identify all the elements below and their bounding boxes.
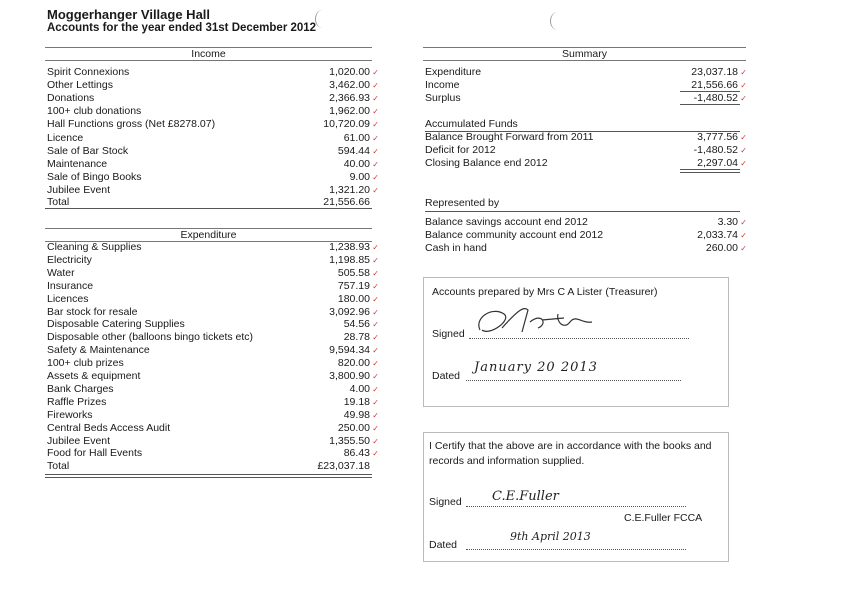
expenditure-label: Disposable Catering Supplies (47, 318, 185, 331)
income-row (47, 157, 379, 171)
check-mark-icon: ✓ (740, 218, 747, 227)
expenditure-label: Central Beds Access Audit (47, 421, 171, 434)
expenditure-amount: 505.58 (337, 266, 370, 279)
income-row (47, 144, 379, 158)
check-mark-icon: ✓ (740, 244, 747, 253)
auditor-signature: C.E.Fuller (492, 489, 559, 504)
expenditure-total-row (47, 460, 370, 473)
check-mark-icon: ✓ (372, 146, 379, 156)
check-mark-icon: ✓ (740, 81, 747, 90)
income-label: Jubilee Event (47, 183, 111, 196)
funds-amount: 3,777.56 (697, 131, 738, 143)
represented-amount: 2,033.74 (697, 229, 738, 241)
expenditure-amount: 28.78 (343, 331, 370, 344)
income-amount: 2,366.93 (329, 92, 370, 105)
expenditure-label: Raffle Prizes (47, 395, 107, 408)
accumulated-funds-heading (425, 118, 625, 131)
expenditure-label: Bar stock for resale (47, 305, 138, 318)
represented-row (425, 229, 747, 242)
check-mark-icon: ✓ (372, 372, 379, 381)
check-mark-icon: ✓ (740, 146, 747, 155)
income-label: 100+ club donations (47, 105, 142, 118)
summary-heading: Summary (423, 47, 746, 61)
expenditure-amount: 250.00 (337, 421, 370, 434)
represented-amount: 3.30 (717, 216, 738, 228)
check-mark-icon: ✓ (372, 68, 379, 77)
expenditure-amount: 1,355.50 (329, 434, 370, 447)
expenditure-label: Safety & Maintenance (47, 344, 150, 357)
expenditure-row (47, 318, 379, 331)
auditor-signature-line (466, 506, 686, 507)
income-amount: 3,462.00 (329, 79, 370, 92)
summary-row (425, 66, 747, 79)
expenditure-label: Disposable other (balloons bingo tickets etc) (47, 331, 254, 344)
expenditure-amount: 757.19 (337, 279, 370, 292)
income-label: Licence (47, 131, 84, 144)
check-mark-icon: ✓ (372, 436, 379, 446)
check-mark-icon: ✓ (372, 268, 379, 278)
check-mark-icon: ✓ (372, 423, 379, 433)
income-row (47, 92, 379, 105)
funds-amount: 2,297.04 (697, 157, 738, 169)
income-row (47, 79, 379, 92)
expenditure-label: Cleaning & Supplies (47, 241, 142, 253)
expenditure-amount: 86.43 (343, 447, 370, 460)
treasurer-date-line (466, 380, 681, 381)
expenditure-row (47, 370, 379, 383)
expenditure-label: Licences (47, 292, 89, 305)
expenditure-amount: 820.00 (337, 357, 370, 370)
check-mark-icon: ✓ (372, 384, 379, 394)
check-mark-icon: ✓ (372, 346, 379, 356)
summary-amount: 23,037.18 (691, 66, 738, 78)
expenditure-label: Electricity (47, 253, 92, 266)
expenditure-row (47, 305, 379, 319)
income-amount: 10,720.09 (323, 118, 370, 131)
check-mark-icon: ✓ (372, 243, 379, 252)
income-amount: 1,962.00 (329, 105, 370, 118)
check-mark-icon: ✓ (372, 107, 379, 117)
income-amount: 61.00 (343, 131, 370, 144)
check-mark-icon: ✓ (740, 68, 747, 77)
income-label: Other Lettings (47, 79, 113, 92)
expenditure-label: Water (47, 266, 75, 279)
expenditure-label: Assets & equipment (47, 370, 141, 382)
expenditure-label: Insurance (47, 279, 94, 292)
income-amount: 9.00 (349, 170, 370, 183)
document-title: Moggerhanger Village Hall (47, 7, 211, 22)
expenditure-total-double-rule (45, 477, 372, 478)
check-mark-icon: ✓ (372, 294, 379, 304)
income-amount: 1,020.00 (329, 66, 370, 78)
expenditure-amount: 1,198.85 (329, 253, 370, 266)
income-total-amount: 21,556.66 (323, 196, 370, 208)
expenditure-label: Jubilee Event (47, 434, 111, 447)
expenditure-amount: 3,092.96 (329, 305, 370, 318)
expenditure-row (47, 408, 379, 422)
represented-label: Balance community account end 2012 (425, 229, 604, 241)
punch-hole-mark (315, 10, 330, 28)
expenditure-row (47, 395, 379, 409)
treasurer-box (423, 277, 729, 407)
treasurer-signed-label: Signed (432, 328, 465, 340)
represented-by-heading (425, 197, 625, 210)
expenditure-amount: 9,594.34 (329, 344, 370, 357)
auditor-statement-line1: I Certify that the above are in accordance with the books and (429, 440, 712, 452)
closing-balance-double-rule (680, 172, 740, 173)
income-amount: 594.44 (337, 144, 370, 157)
expenditure-row (47, 421, 379, 435)
income-row (47, 66, 379, 79)
check-mark-icon: ✓ (740, 133, 747, 142)
income-row (47, 131, 379, 145)
income-amount: 40.00 (343, 157, 370, 170)
expenditure-row (47, 292, 379, 306)
summary-rule (680, 104, 740, 105)
income-heading: Income (45, 47, 372, 61)
income-row (47, 118, 379, 131)
expenditure-amount: 4.00 (349, 382, 370, 395)
expenditure-row (47, 434, 379, 448)
expenditure-amount: 180.00 (337, 292, 370, 305)
represented-heading-rule (425, 211, 740, 212)
expenditure-total-label: Total (47, 460, 70, 472)
check-mark-icon: ✓ (372, 94, 379, 104)
check-mark-icon: ✓ (372, 449, 379, 459)
punch-hole-mark (550, 12, 565, 30)
funds-label: Deficit for 2012 (425, 144, 496, 156)
expenditure-row (47, 253, 379, 267)
represented-label: Balance savings account end 2012 (425, 216, 588, 228)
represented-row (425, 216, 747, 229)
check-mark-icon: ✓ (372, 410, 379, 420)
funds-label: Balance Brought Forward from 2011 (425, 131, 594, 143)
expenditure-amount: 19.18 (343, 395, 370, 408)
income-label: Hall Functions gross (Net £8278.07) (47, 118, 216, 131)
treasurer-date-handwritten: January 20 2013 (474, 360, 598, 375)
summary-label: Surplus (425, 92, 461, 104)
funds-row (425, 144, 747, 157)
check-mark-icon: ✓ (372, 333, 379, 343)
income-total-row (47, 196, 370, 209)
income-label: Donations (47, 92, 95, 105)
income-label: Sale of Bingo Books (47, 170, 142, 183)
expenditure-amount: 54.56 (343, 318, 370, 331)
document-subtitle: Accounts for the year ended 31st December 2012 (47, 22, 317, 34)
check-mark-icon: ✓ (740, 231, 747, 240)
expenditure-label: Fireworks (47, 408, 93, 421)
summary-label: Expenditure (425, 66, 482, 78)
expenditure-row (47, 279, 379, 293)
income-label: Spirit Connexions (47, 66, 130, 78)
expenditure-row (47, 382, 379, 396)
summary-amount: 21,556.66 (691, 79, 738, 91)
income-total-label: Total (47, 196, 70, 208)
expenditure-amount: 49.98 (343, 408, 370, 421)
check-mark-icon: ✓ (372, 255, 379, 265)
check-mark-icon: ✓ (740, 94, 747, 103)
check-mark-icon: ✓ (372, 397, 379, 407)
expenditure-label: 100+ club prizes (47, 357, 124, 370)
income-amount: 1,321.20 (329, 183, 370, 196)
expenditure-heading: Expenditure (45, 228, 372, 242)
income-row (47, 170, 379, 184)
treasurer-dated-label: Dated (432, 370, 461, 382)
auditor-statement-line2: records and information supplied. (429, 455, 585, 467)
income-row (47, 105, 379, 118)
treasurer-signature (472, 300, 602, 342)
treasurer-statement: Accounts prepared by Mrs C A Lister (Treasurer) (432, 286, 658, 298)
check-mark-icon: ✓ (372, 281, 379, 291)
closing-balance-rule (680, 169, 740, 170)
summary-rule (680, 91, 740, 92)
auditor-name: C.E.Fuller FCCA (624, 512, 703, 524)
check-mark-icon: ✓ (372, 185, 379, 195)
expenditure-total-amount: £23,037.18 (317, 460, 370, 472)
check-mark-icon: ✓ (372, 120, 379, 130)
expenditure-row (47, 357, 379, 370)
represented-amount: 260.00 (705, 242, 738, 254)
income-row (47, 183, 379, 197)
funds-row (425, 131, 747, 144)
summary-amount: -1,480.52 (693, 92, 738, 104)
auditor-box (423, 432, 729, 562)
check-mark-icon: ✓ (372, 359, 379, 369)
auditor-signed-label: Signed (429, 496, 462, 508)
expenditure-total-rule (45, 474, 372, 475)
check-mark-icon: ✓ (740, 159, 747, 168)
expenditure-row (47, 241, 379, 254)
check-mark-icon: ✓ (372, 81, 379, 91)
auditor-dated-label: Dated (429, 539, 458, 551)
expenditure-row (47, 344, 379, 357)
represented-row (425, 242, 747, 255)
accumulated-funds-label: Accumulated Funds (425, 118, 518, 130)
expenditure-row (47, 266, 379, 280)
represented-by-label: Represented by (425, 197, 500, 209)
expenditure-amount: 1,238.93 (329, 241, 370, 253)
auditor-date-handwritten: 9th April 2013 (510, 530, 591, 543)
expenditure-label: Bank Charges (47, 382, 114, 395)
expenditure-row (47, 331, 379, 344)
check-mark-icon: ✓ (372, 320, 379, 330)
check-mark-icon: ✓ (372, 307, 379, 317)
check-mark-icon: ✓ (372, 172, 379, 182)
check-mark-icon: ✓ (372, 133, 379, 143)
funds-label: Closing Balance end 2012 (425, 157, 548, 169)
expenditure-row (47, 447, 379, 460)
summary-label: Income (425, 79, 460, 91)
check-mark-icon: ✓ (372, 159, 379, 169)
expenditure-label: Food for Hall Events (47, 447, 143, 460)
expenditure-amount: 3,800.90 (329, 370, 370, 382)
income-label: Sale of Bar Stock (47, 144, 129, 157)
auditor-date-line (466, 549, 686, 550)
represented-label: Cash in hand (425, 242, 487, 254)
income-label: Maintenance (47, 157, 108, 170)
funds-amount: -1,480.52 (693, 144, 738, 156)
